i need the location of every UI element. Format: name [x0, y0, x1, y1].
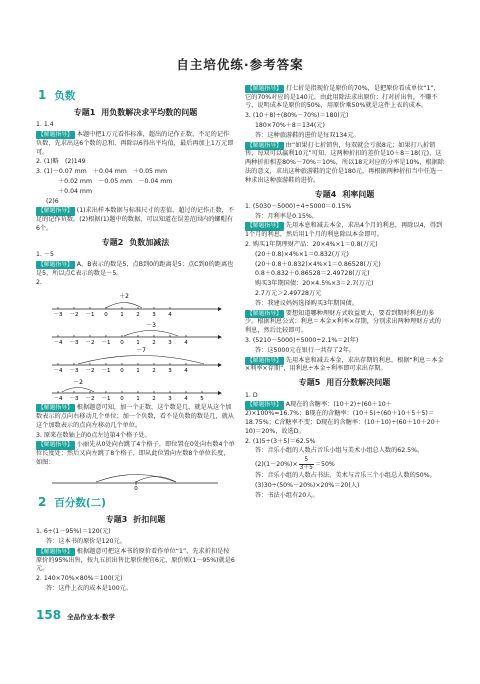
tick-label: 1	[136, 340, 140, 347]
answer-line: 答：书法小组有20人。	[255, 491, 319, 499]
answer-line: 答：这本书的原价是120元。	[46, 538, 126, 546]
tick-label: －2	[85, 396, 95, 402]
analysis-text: 根据题意可把这本书的原价看作单位“1”，先求折扣是按原价的95%出售，按九五折出售比原价便宜6元，原价则(1－95%)就是6元。	[36, 547, 235, 573]
answer-line: ＋0.02 mm －0.05 mm －0.04 mm	[58, 177, 173, 185]
two-column-body	[36, 84, 444, 595]
answer-line: 答：这件上衣的成本是100元。	[46, 585, 133, 592]
analysis-block	[36, 131, 235, 157]
tick-label: 1	[136, 396, 140, 402]
answer-line: 1. 1.4	[36, 121, 54, 129]
tick-label: －2	[69, 312, 79, 319]
tick-label: －3	[69, 396, 79, 402]
analysis-tag: 【解题指导】	[247, 223, 282, 230]
topic-heading	[245, 189, 444, 200]
tick-label: 3	[168, 368, 172, 375]
jump-label: －2	[73, 379, 83, 387]
analysis-tag: 【解题指导】	[247, 357, 282, 364]
jump-label: －3	[146, 322, 156, 330]
analysis-tag: 【解题指导】	[38, 208, 73, 215]
analysis-text: 由“如果打七折销售，每双就会亏损8元；如果打八折销售，每双可以赢利10元”可知，这两种折扣的差价是10＋8＝18(元)，这两种折扣相差80%－70%＝10%，所以18元对应的分率是10%，根据除法的意义，求出这种旅游鞋的定价是180元，再根据两种折扣当中任选一种求出这种旅游鞋的进价。	[245, 141, 445, 184]
fraction	[299, 457, 314, 471]
analysis-block	[36, 404, 235, 430]
analysis-block	[36, 261, 235, 279]
answer-line: 答：音乐小组的人数占书法、美术与音乐三个小组总人数的50%。	[255, 471, 436, 479]
analysis-tag: 【解题指导】	[38, 548, 73, 555]
tick-label: 4	[184, 340, 188, 347]
analysis-tag: 【解题指导】	[247, 402, 282, 409]
answer-line: 1. 6÷(1－95%)＝120(元)	[36, 528, 111, 536]
number-line-figures	[46, 289, 226, 401]
right-column	[245, 84, 444, 595]
answer-line: 3. (10＋8)÷(80%－70%)＝180(元)	[245, 112, 349, 120]
analysis-block	[36, 441, 235, 467]
page-title: 自主培优练·参考答案	[176, 57, 304, 72]
tick-label: －4	[53, 396, 63, 402]
answer-line	[245, 457, 444, 471]
topic-heading	[36, 514, 235, 525]
answer-line: 1. (5030－5000)÷4÷5000＝0.15%	[245, 202, 352, 210]
answer-line: 3. (5210－5000)÷5000÷2.1%＝2(年)	[245, 337, 359, 345]
tick-label: －4	[53, 368, 63, 375]
topic-title: 用负数解决求平均数的问题	[101, 107, 198, 117]
tick-label: －1	[85, 312, 95, 319]
topic-number: 专题4	[314, 189, 337, 199]
analysis-text: 小丽先从0处向右跳了4个格子，即位置在0处向右数4个单位长度处；然后又向左跳了8个格子，即从此位置向左数8个单位长度，如图：	[36, 441, 235, 467]
analysis-text: A现在的含糖率：(10＋2)÷(60＋10＋2)×100%≈16.7%；B现在的含糖率：(10＋5)÷(60＋10＋5＋5)＝18.75%；C含糖率不变；D现在的含糖率：(10＋10)÷(60＋10＋20＋10)＝20%，故选D。	[245, 401, 441, 435]
tick-label: －4	[53, 340, 63, 347]
topic-title: 负数加减法	[129, 237, 170, 247]
fraction-denominator: 3＋5	[299, 464, 313, 471]
analysis-text: A、B表示的数是5，点B到0的距离是5；点C到0的距离也是5，所以点C表示的数是－5。	[36, 260, 234, 277]
analysis-tag: 【解题指导】	[247, 310, 282, 317]
tick-label: 2	[152, 396, 156, 402]
topic-number: 专题3	[105, 514, 128, 524]
jump-label: －7	[136, 347, 146, 355]
topic-heading	[36, 237, 235, 248]
number-line-2	[52, 322, 222, 346]
analysis-block	[245, 222, 444, 240]
analysis-tag: 【解题指导】	[247, 142, 282, 149]
answer-line: 2. 140×70%×80%＝100(元)	[36, 575, 123, 583]
topic-number: 专题2	[101, 237, 124, 247]
answer-line: 1. D	[245, 391, 258, 399]
answer-line: 2. 购买1年期理财产品：20×4%×1＝0.8(万元)	[245, 241, 378, 249]
number-line-1	[52, 293, 222, 318]
analysis-block	[245, 310, 444, 336]
topic-number: 专题1	[73, 107, 96, 117]
tick-label: 1	[136, 368, 140, 375]
tick-label: 4	[184, 396, 188, 402]
analysis-tag: 【解题指导】	[38, 405, 73, 412]
answer-line: 3. (1)－0.07 mm ＋0.04 mm ＋0.05 mm	[36, 168, 167, 176]
tick-label: －3	[53, 312, 63, 319]
analysis-text: 打七折是指现价是原价的70%，是把原价看成单位“1”，它的70%对应的是140元，由此用除法求出原价；打对折出售，不赚不亏，说明成本是原价的50%，用原价乘50%就是这件上衣的成本。	[245, 84, 440, 110]
tick-label: 0	[120, 340, 124, 347]
tick-label: 0	[120, 368, 124, 375]
answer-line: 1. －5	[36, 251, 54, 259]
tick-label: －2	[85, 340, 95, 347]
answer-line: ＋0.04 mm	[58, 187, 92, 195]
analysis-block	[36, 548, 235, 574]
jump-arc	[78, 356, 204, 365]
answer-line: 答：音乐小组的人数占音乐小组与美术小组总人数的62.5%。	[255, 447, 424, 455]
chapter-number: 2	[38, 494, 47, 509]
page-number: 158	[36, 608, 62, 622]
tick-label: －1	[101, 368, 111, 375]
svg-text:0: 0	[134, 485, 138, 491]
analysis-block	[245, 401, 444, 436]
number-line-3	[52, 347, 222, 374]
answer-line: 2.7万元＞2.49728万元	[255, 290, 322, 298]
answer-line: 答：这种旅游鞋的进价是每双134元。	[255, 131, 360, 139]
tick-label: 4	[184, 368, 188, 375]
analysis-block	[245, 142, 444, 186]
number-line-4	[52, 379, 222, 401]
answer-line: 2.	[36, 279, 42, 287]
answer-line: (20＋0.8)×4%×1＝0.832(万元)	[255, 250, 349, 258]
answer-line: (2)6	[46, 197, 59, 205]
tick-label: 1	[120, 312, 124, 319]
analysis-block	[245, 357, 444, 375]
answer-line: 答：这5000元在银行一共存了2年。	[255, 346, 356, 354]
analysis-tag: 【解题指导】	[247, 85, 282, 92]
topic-number: 专题5	[298, 378, 321, 388]
answer-line: 2. (1)5÷(3＋5)＝62.5%	[245, 437, 316, 445]
analysis-block	[245, 85, 444, 111]
jump-diagram	[46, 469, 226, 491]
left-column	[36, 84, 235, 595]
answer-line: 答：我建议妈妈选择购买3年期国债。	[255, 299, 358, 307]
tick-label: －1	[101, 340, 111, 347]
book-title: 全品作业本·数学	[67, 613, 116, 621]
jump-arc	[106, 303, 142, 309]
tick-label: 2	[152, 368, 156, 375]
analysis-text: 要想知道哪种理财方式收益更大，要看到期时利息的多少。根据利息公式：利息＝本金×利率×存期，分别求出两种理财方式的利息，然后比较即可。	[245, 309, 441, 335]
answer-line: 2. (1)略 (2)149	[36, 158, 86, 166]
topic-heading	[36, 107, 235, 118]
analysis-text: 根据题意可知，加一个正数，这个数是几，就是从这个加数表示的点向右移动几个单位；加一个负数，看不是负数的数是几，就从这个加数表示的点向左移动几个单位。	[36, 404, 234, 429]
answer-line: 3. 原来在数轴上的0点左边第4个格子处。	[36, 431, 151, 439]
answer-line: 0.8＋0.832＋0.86528＝2.49728(万元)	[255, 270, 370, 278]
tick-label: 3	[168, 396, 172, 402]
analysis-tag: 【解题指导】	[38, 261, 73, 268]
analysis-tag: 【解题指导】	[38, 442, 73, 449]
answer-line: 购买3年期国债：20×4.5%×3＝2.7(万元)	[255, 280, 374, 288]
topic-heading	[245, 377, 444, 388]
chapter-heading	[38, 87, 235, 104]
topic-title: 利率问题	[342, 189, 375, 199]
expr-suffix: ＝50%	[314, 461, 335, 469]
chapter-heading	[38, 494, 235, 511]
tick-label: 4	[168, 312, 172, 319]
tick-label: 2	[152, 340, 156, 347]
analysis-tag: 【解题指导】	[38, 131, 73, 138]
analysis-text: (1)求出样本数据与标准尺寸的差值，超过的记作正数，不足的记作负数。(2)根据(1)题中的数据，可以知道在误差范围内的螺帽有6个。	[36, 207, 235, 232]
tick-label: －1	[101, 396, 111, 402]
topic-title: 用百分数解决问题	[326, 378, 391, 388]
fraction-numerator: 5	[299, 457, 314, 464]
answer-line: 答：月利率是0.15%。	[255, 212, 318, 220]
tick-label: 3	[168, 340, 172, 347]
answer-line: (20＋0.8＋0.832)×4%×1＝0.86528(万元)	[255, 260, 381, 268]
jump-label: ＋2	[119, 293, 129, 301]
tick-label: －2	[85, 368, 95, 375]
analysis-text: 先用本息和减去本金，求出存期的利息，根据“利息＝本金×利率×存期”，用利息÷本金÷利率即可求出存期。	[245, 356, 444, 373]
answer-line: (3)30÷(50%－20%)×20%＝20(人)	[255, 481, 360, 489]
tick-label: 2	[136, 312, 140, 319]
tick-label: 3	[152, 312, 156, 319]
tick-label: －3	[69, 340, 79, 347]
chapter-number: 1	[38, 87, 47, 102]
chapter-title: 负数	[54, 89, 76, 102]
analysis-text: 本题中把1万元看作标准，超出的记作正数，不足的记作负数，先求出这6个数的总和，再除以6得出平均值，最后再加上1万元即可。	[36, 130, 234, 156]
page-footer	[36, 607, 115, 624]
tick-label: 5	[200, 396, 204, 402]
answer-line: 180×70%＋8＝134(元)	[255, 121, 325, 129]
chapter-title: 百分数(二)	[54, 496, 106, 509]
jump-arc	[62, 388, 94, 393]
analysis-text: 先用本息和减去本金，求出4个月的利息，再除以4，得到1个月的利息，然后用1个月的利息除以本金即可。	[245, 222, 443, 239]
topic-title: 折扣问题	[133, 514, 166, 524]
tick-label: 0	[104, 312, 108, 319]
analysis-block	[36, 207, 235, 233]
tick-label: 0	[120, 396, 124, 402]
expr-prefix: (2)(1－20%)×	[255, 461, 298, 469]
tick-label: －3	[69, 368, 79, 375]
